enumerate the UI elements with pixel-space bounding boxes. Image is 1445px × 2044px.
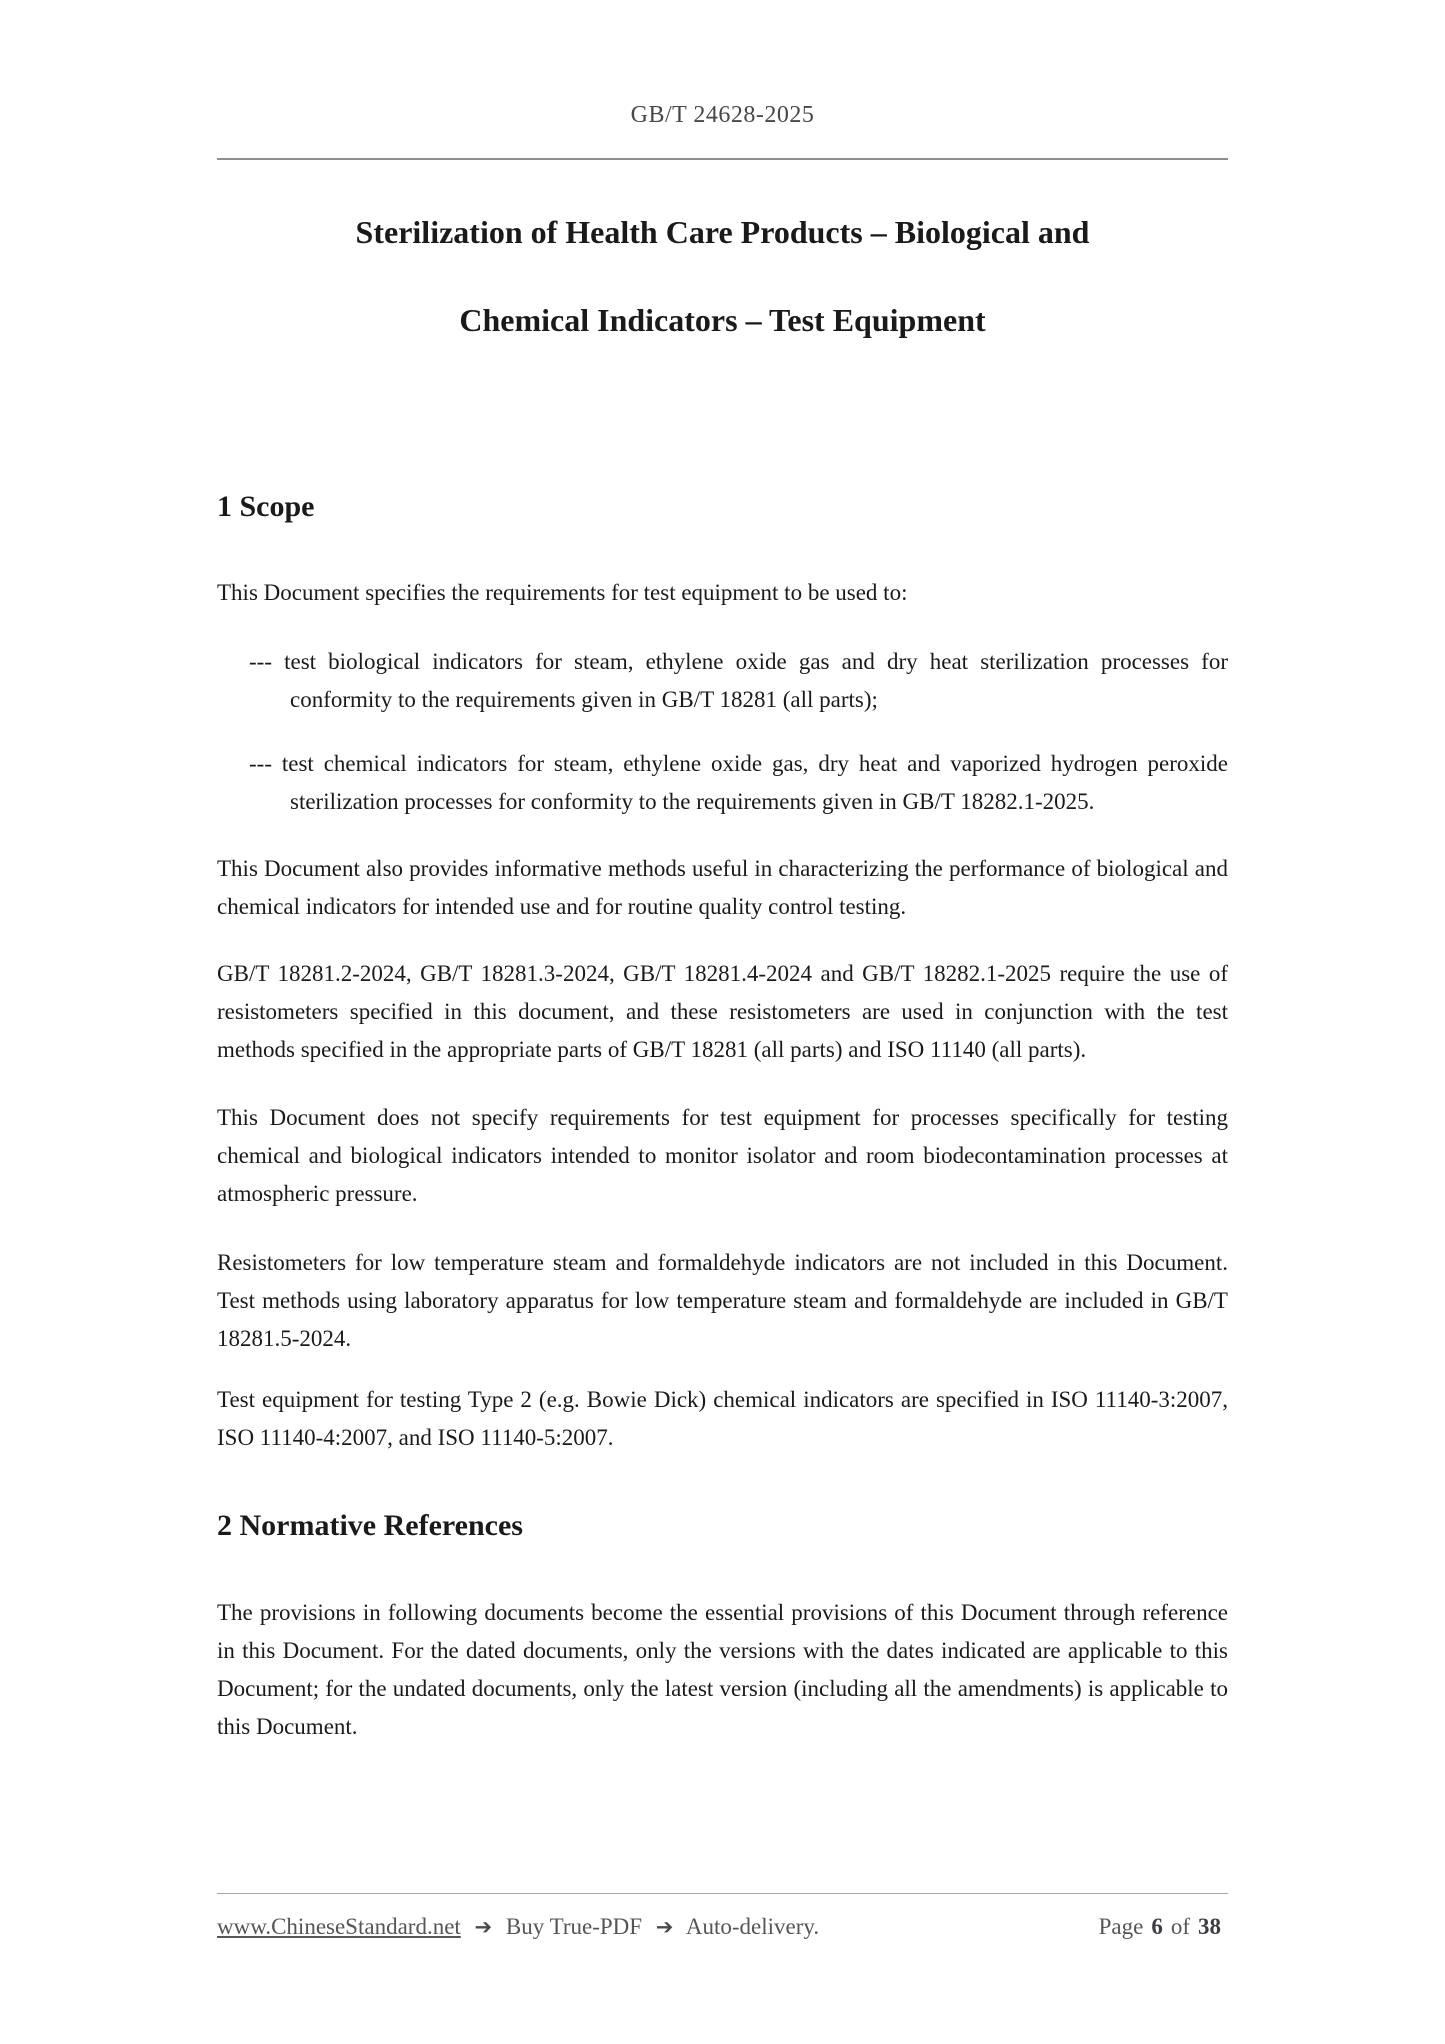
paragraph: This Document also provides informative methods useful in characterizing the performance of biological and chemical indicators for intended use and for routine quality control testing.	[217, 856, 1228, 919]
doc-title-line-1: Sterilization of Health Care Products – Biological and	[355, 214, 1090, 250]
bullet-item: --- test biological indicators for steam, ethylene oxide gas and dry heat sterilization processes for conformity to the requirements given in GB/T 18281 (all parts);	[249, 649, 1228, 712]
header-doc-number: GB/T 24628-2025	[630, 102, 815, 128]
header-rule	[217, 158, 1228, 160]
page-indicator	[1098, 1908, 1228, 1946]
section-heading-normative-references: 2 Normative References	[217, 1509, 523, 1542]
paragraph: GB/T 18281.2-2024, GB/T 18281.3-2024, GB/T 18281.4-2024 and GB/T 18282.1-2025 require the use of resistometers specified in this document, and these resistometers are used in conjunction with the test methods specified in the appropriate parts of GB/T 18281 (all parts) and ISO 11140 (all parts).	[217, 961, 1228, 1062]
bullet-item: --- test chemical indicators for steam, ethylene oxide gas, dry heat and vaporized hydrogen peroxide sterilization processes for conformity to the requirements given in GB/T 18282.1-2025.	[249, 751, 1228, 814]
paragraph: This Document does not specify requirements for test equipment for processes specifically for testing chemical and biological indicators intended to monitor isolator and room biodecontamination processes at atmospheric pressure.	[217, 1105, 1228, 1206]
section-heading-scope: 1 Scope	[217, 490, 315, 523]
page-footer	[217, 1908, 1228, 1946]
paragraph: Test equipment for testing Type 2 (e.g. Bowie Dick) chemical indicators are specified in ISO 11140-3:2007, ISO 11140-4:2007, and ISO 11140-5:2007.	[217, 1387, 1228, 1450]
total-pages-number: 38	[1198, 1914, 1221, 1939]
doc-title	[117, 188, 1328, 364]
website-link[interactable]: www.ChineseStandard.net	[217, 1914, 461, 1939]
paragraph: This Document specifies the requirements for test equipment to be used to:	[217, 580, 908, 605]
doc-title-line-2: Chemical Indicators – Test Equipment	[459, 302, 986, 338]
right-arrow-icon: ➔	[474, 1915, 493, 1939]
right-arrow-icon: ➔	[655, 1915, 674, 1939]
paragraph: The provisions in following documents become the essential provisions of this Document through reference in this Document. For the dated documents, only the versions with the dates indicated are applicable to this Document; for the undated documents, only the latest version (including all the amendments) is applicable to this Document.	[217, 1600, 1228, 1739]
buy-pdf-label: Buy True-PDF	[505, 1914, 643, 1939]
footer-links	[217, 1908, 827, 1946]
paragraph: Resistometers for low temperature steam and formaldehyde indicators are not included in this Document. Test methods using laboratory apparatus for low temperature steam and formaldehyde are included in GB/T 18281.5-2024.	[217, 1250, 1228, 1351]
footer-rule	[217, 1893, 1228, 1894]
of-word: of	[1170, 1914, 1190, 1939]
current-page-number: 6	[1151, 1914, 1163, 1939]
page-word: Page	[1098, 1914, 1144, 1939]
auto-delivery-label: Auto-delivery.	[685, 1914, 820, 1939]
document-body	[217, 486, 1228, 1746]
